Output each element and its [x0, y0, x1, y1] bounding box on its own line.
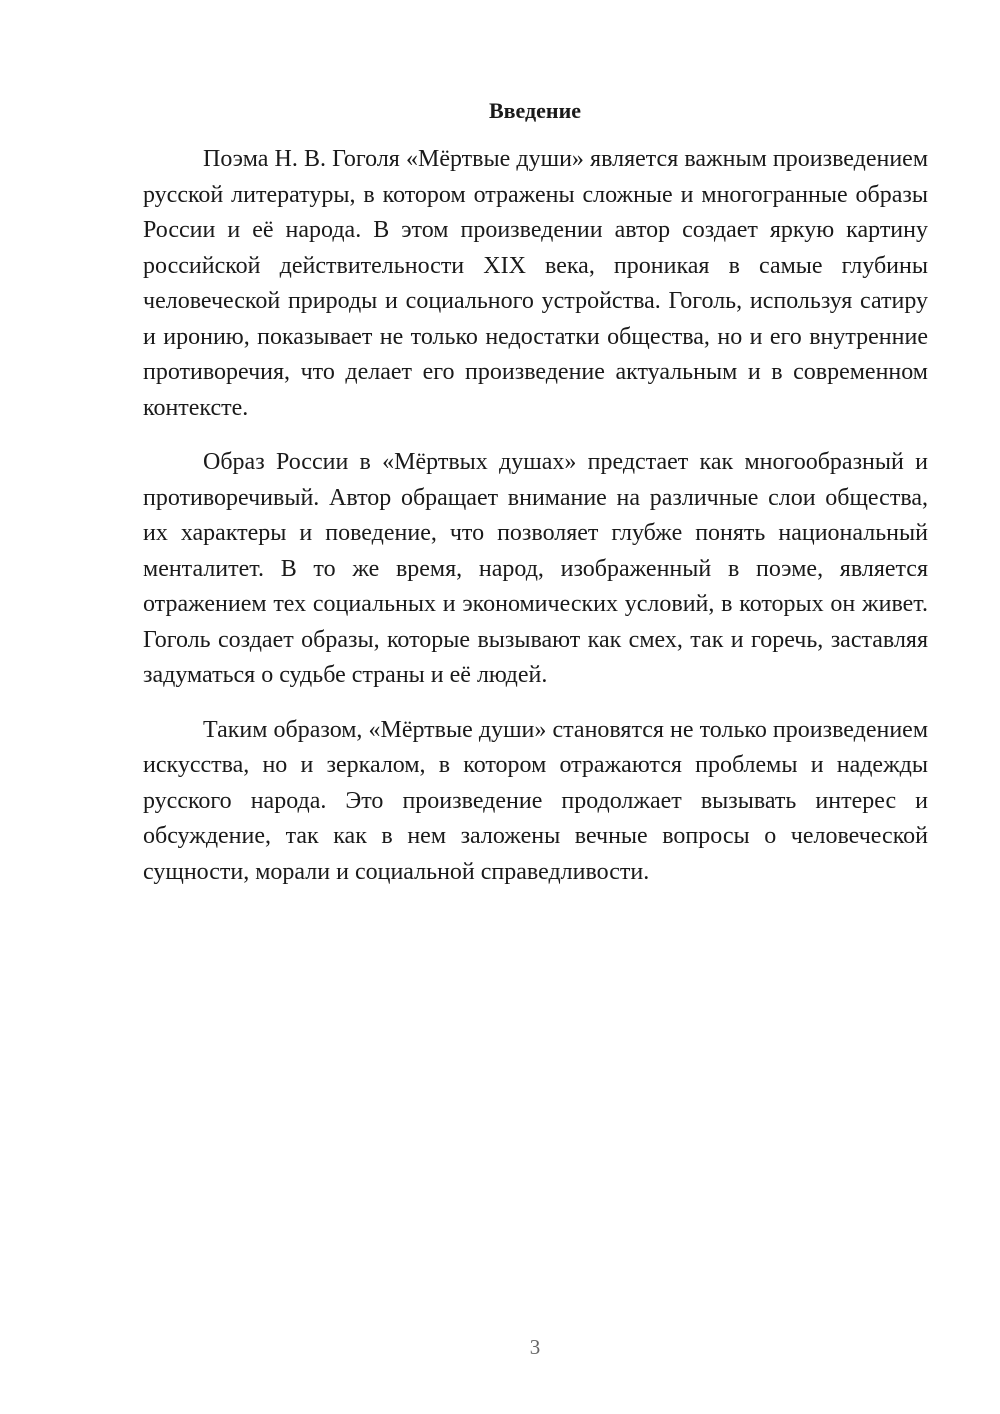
paragraph-1: Поэма Н. В. Гоголя «Мёртвые души» является важным произведением русской литературы, в котором отражены сложные и многогранные образы России и её народа. В этом произведении автор создает яркую картину российской действительности XIX века, проникая в самые глубины человеческой природы и социального устройства. Гоголь, используя сатиру и иронию, показывает не только недостатки общества, но и его внутренние противоречия, что делает его произведение актуальным и в современном контексте. [143, 146, 928, 421]
paragraph-2: Образ России в «Мёртвых душах» предстает как многообразный и противоречивый. Автор обращает внимание на различные слои общества, их характеры и поведение, что позволяет глубже понять национальный менталитет. В то же время, народ, изображенный в поэме, является отражением тех социальных и экономических условий, в которых он живет. Гоголь создает образы, которые вызывают как смех, так и горечь, заставляя задуматься о судьбе страны и её людей. [143, 449, 928, 688]
page-number: 3 [529, 1335, 541, 1359]
paragraph-3: Таким образом, «Мёртвые души» становятся не только произведением искусства, но и зеркалом, в котором отражаются проблемы и надежды русского народа. Это произведение продолжает вызывать интерес и обсуждение, так как в нем заложены вечные вопросы о человеческой сущности, морали и социальной справедливости. [143, 716, 928, 885]
section-title: Введение [488, 98, 582, 123]
body-text [143, 142, 928, 909]
